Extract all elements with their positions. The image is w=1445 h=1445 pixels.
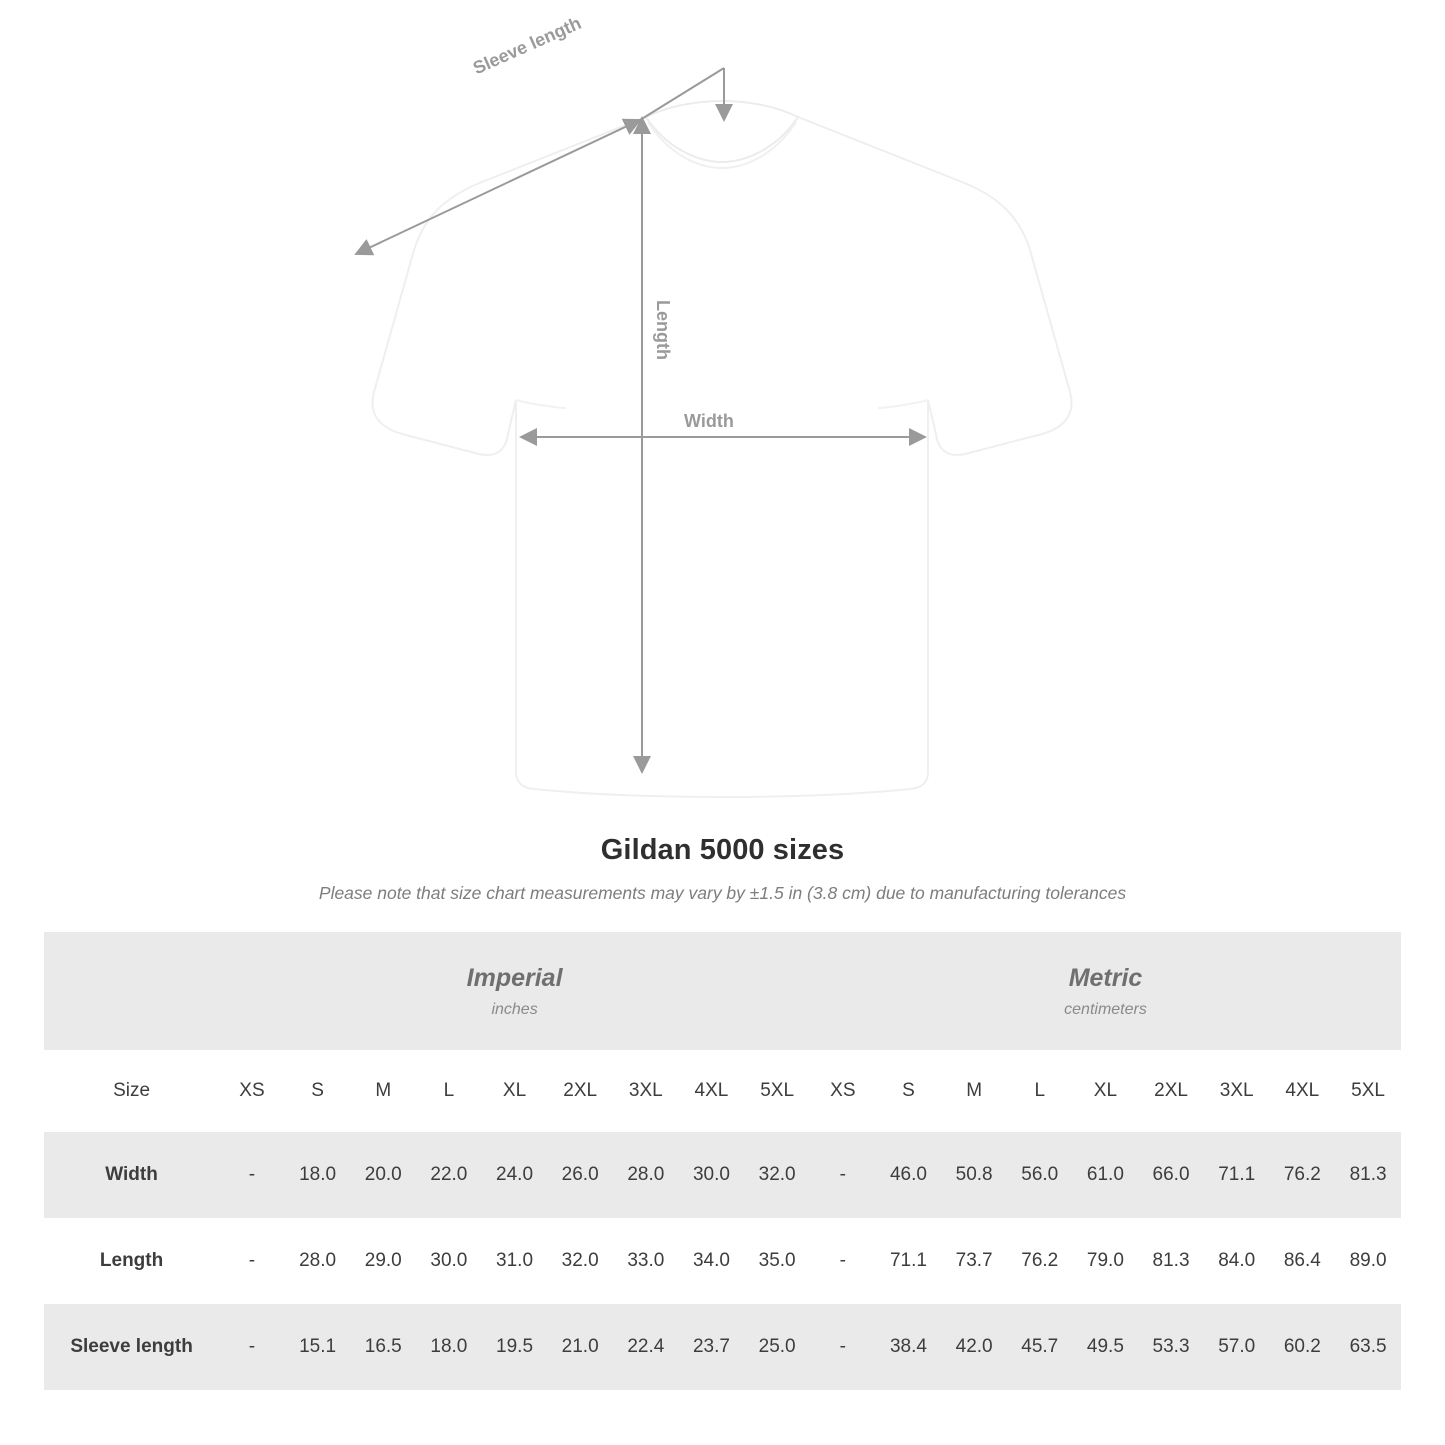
cell-length-imp-0: -: [219, 1218, 285, 1304]
cell-sleeve-imp-3: 18.0: [416, 1304, 482, 1390]
cell-length-met-1: 71.1: [876, 1218, 942, 1304]
size-col-xl-imp: XL: [482, 1050, 548, 1132]
cell-sleeve-met-0: -: [810, 1304, 876, 1390]
size-col-xl-met: XL: [1073, 1050, 1139, 1132]
size-col-s-imp: S: [285, 1050, 351, 1132]
cell-length-met-6: 84.0: [1204, 1218, 1270, 1304]
row-label-width: Width: [44, 1132, 219, 1218]
row-label-sleeve-length: Sleeve length: [44, 1304, 219, 1390]
cell-sleeve-met-8: 63.5: [1335, 1304, 1401, 1390]
size-col-xs-imp: XS: [219, 1050, 285, 1132]
table-row: [44, 1304, 1401, 1390]
cell-sleeve-met-5: 53.3: [1138, 1304, 1204, 1390]
cell-width-met-7: 76.2: [1270, 1132, 1336, 1218]
size-col-3xl-met: 3XL: [1204, 1050, 1270, 1132]
cell-sleeve-imp-1: 15.1: [285, 1304, 351, 1390]
cell-length-imp-4: 31.0: [482, 1218, 548, 1304]
cell-width-imp-6: 28.0: [613, 1132, 679, 1218]
size-col-2xl-met: 2XL: [1138, 1050, 1204, 1132]
table-row: [44, 1218, 1401, 1304]
width-label: Width: [676, 411, 742, 432]
size-col-l-imp: L: [416, 1050, 482, 1132]
cell-width-met-2: 50.8: [941, 1132, 1007, 1218]
cell-sleeve-imp-6: 22.4: [613, 1304, 679, 1390]
cell-sleeve-imp-5: 21.0: [547, 1304, 613, 1390]
cell-width-imp-0: -: [219, 1132, 285, 1218]
size-col-l-met: L: [1007, 1050, 1073, 1132]
cell-length-imp-1: 28.0: [285, 1218, 351, 1304]
cell-width-imp-4: 24.0: [482, 1132, 548, 1218]
size-header-row: [44, 1050, 1401, 1132]
row-label-length: Length: [44, 1218, 219, 1304]
size-col-4xl-met: 4XL: [1270, 1050, 1336, 1132]
size-col-5xl-met: 5XL: [1335, 1050, 1401, 1132]
cell-sleeve-imp-8: 25.0: [744, 1304, 810, 1390]
cell-sleeve-met-7: 60.2: [1270, 1304, 1336, 1390]
page-title: Gildan 5000 sizes: [600, 834, 845, 866]
cell-length-imp-2: 29.0: [350, 1218, 416, 1304]
tolerance-note: Please note that size chart measurements may vary by ±1.5 in (3.8 cm) due to manufacturing tolerances: [318, 883, 1127, 903]
size-col-xs-met: XS: [810, 1050, 876, 1132]
size-table-wrap: [44, 932, 1401, 1390]
cell-width-met-3: 56.0: [1007, 1132, 1073, 1218]
unit-imperial-sub: inches: [491, 1000, 538, 1018]
cell-length-imp-7: 34.0: [679, 1218, 745, 1304]
cell-length-imp-8: 35.0: [744, 1218, 810, 1304]
cell-width-met-6: 71.1: [1204, 1132, 1270, 1218]
cell-length-met-3: 76.2: [1007, 1218, 1073, 1304]
cell-sleeve-met-2: 42.0: [941, 1304, 1007, 1390]
cell-width-imp-1: 18.0: [285, 1132, 351, 1218]
table-row: [44, 1132, 1401, 1218]
cell-width-met-8: 81.3: [1335, 1132, 1401, 1218]
cell-width-imp-8: 32.0: [744, 1132, 810, 1218]
cell-sleeve-imp-2: 16.5: [350, 1304, 416, 1390]
unit-imperial-name: Imperial: [466, 963, 563, 992]
sleeve-length-label: Sleeve length: [470, 12, 585, 79]
size-col-s-met: S: [876, 1050, 942, 1132]
unit-header-spacer: [44, 932, 219, 1050]
cell-length-met-4: 79.0: [1073, 1218, 1139, 1304]
length-label: Length: [653, 300, 673, 360]
cell-length-met-5: 81.3: [1138, 1218, 1204, 1304]
cell-sleeve-imp-0: -: [219, 1304, 285, 1390]
size-col-m-met: M: [941, 1050, 1007, 1132]
cell-sleeve-met-4: 49.5: [1073, 1304, 1139, 1390]
size-table: [44, 932, 1401, 1390]
unit-header-metric: [810, 932, 1401, 1050]
size-col-5xl-imp: 5XL: [744, 1050, 810, 1132]
tshirt-shape: [372, 101, 1071, 797]
title-block: [0, 834, 1445, 904]
cell-sleeve-imp-7: 23.7: [679, 1304, 745, 1390]
cell-width-met-5: 66.0: [1138, 1132, 1204, 1218]
unit-header-imperial: [219, 932, 810, 1050]
cell-width-imp-2: 20.0: [350, 1132, 416, 1218]
cell-width-imp-5: 26.0: [547, 1132, 613, 1218]
unit-metric-sub: centimeters: [1064, 1000, 1147, 1018]
cell-sleeve-met-6: 57.0: [1204, 1304, 1270, 1390]
size-col-2xl-imp: 2XL: [547, 1050, 613, 1132]
cell-sleeve-imp-4: 19.5: [482, 1304, 548, 1390]
cell-sleeve-met-1: 38.4: [876, 1304, 942, 1390]
cell-length-imp-6: 33.0: [613, 1218, 679, 1304]
cell-length-met-0: -: [810, 1218, 876, 1304]
size-col-4xl-imp: 4XL: [679, 1050, 745, 1132]
cell-length-imp-5: 32.0: [547, 1218, 613, 1304]
cell-width-imp-3: 22.0: [416, 1132, 482, 1218]
cell-width-met-4: 61.0: [1073, 1132, 1139, 1218]
size-col-3xl-imp: 3XL: [613, 1050, 679, 1132]
cell-width-met-0: -: [810, 1132, 876, 1218]
size-col-m-imp: M: [350, 1050, 416, 1132]
cell-length-imp-3: 30.0: [416, 1218, 482, 1304]
unit-header-row: [44, 932, 1401, 1050]
cell-width-met-1: 46.0: [876, 1132, 942, 1218]
cell-length-met-2: 73.7: [941, 1218, 1007, 1304]
cell-sleeve-met-3: 45.7: [1007, 1304, 1073, 1390]
cell-length-met-8: 89.0: [1335, 1218, 1401, 1304]
size-label: Size: [44, 1050, 219, 1132]
cell-width-imp-7: 30.0: [679, 1132, 745, 1218]
unit-metric-name: Metric: [1068, 963, 1143, 992]
cell-length-met-7: 86.4: [1270, 1218, 1336, 1304]
